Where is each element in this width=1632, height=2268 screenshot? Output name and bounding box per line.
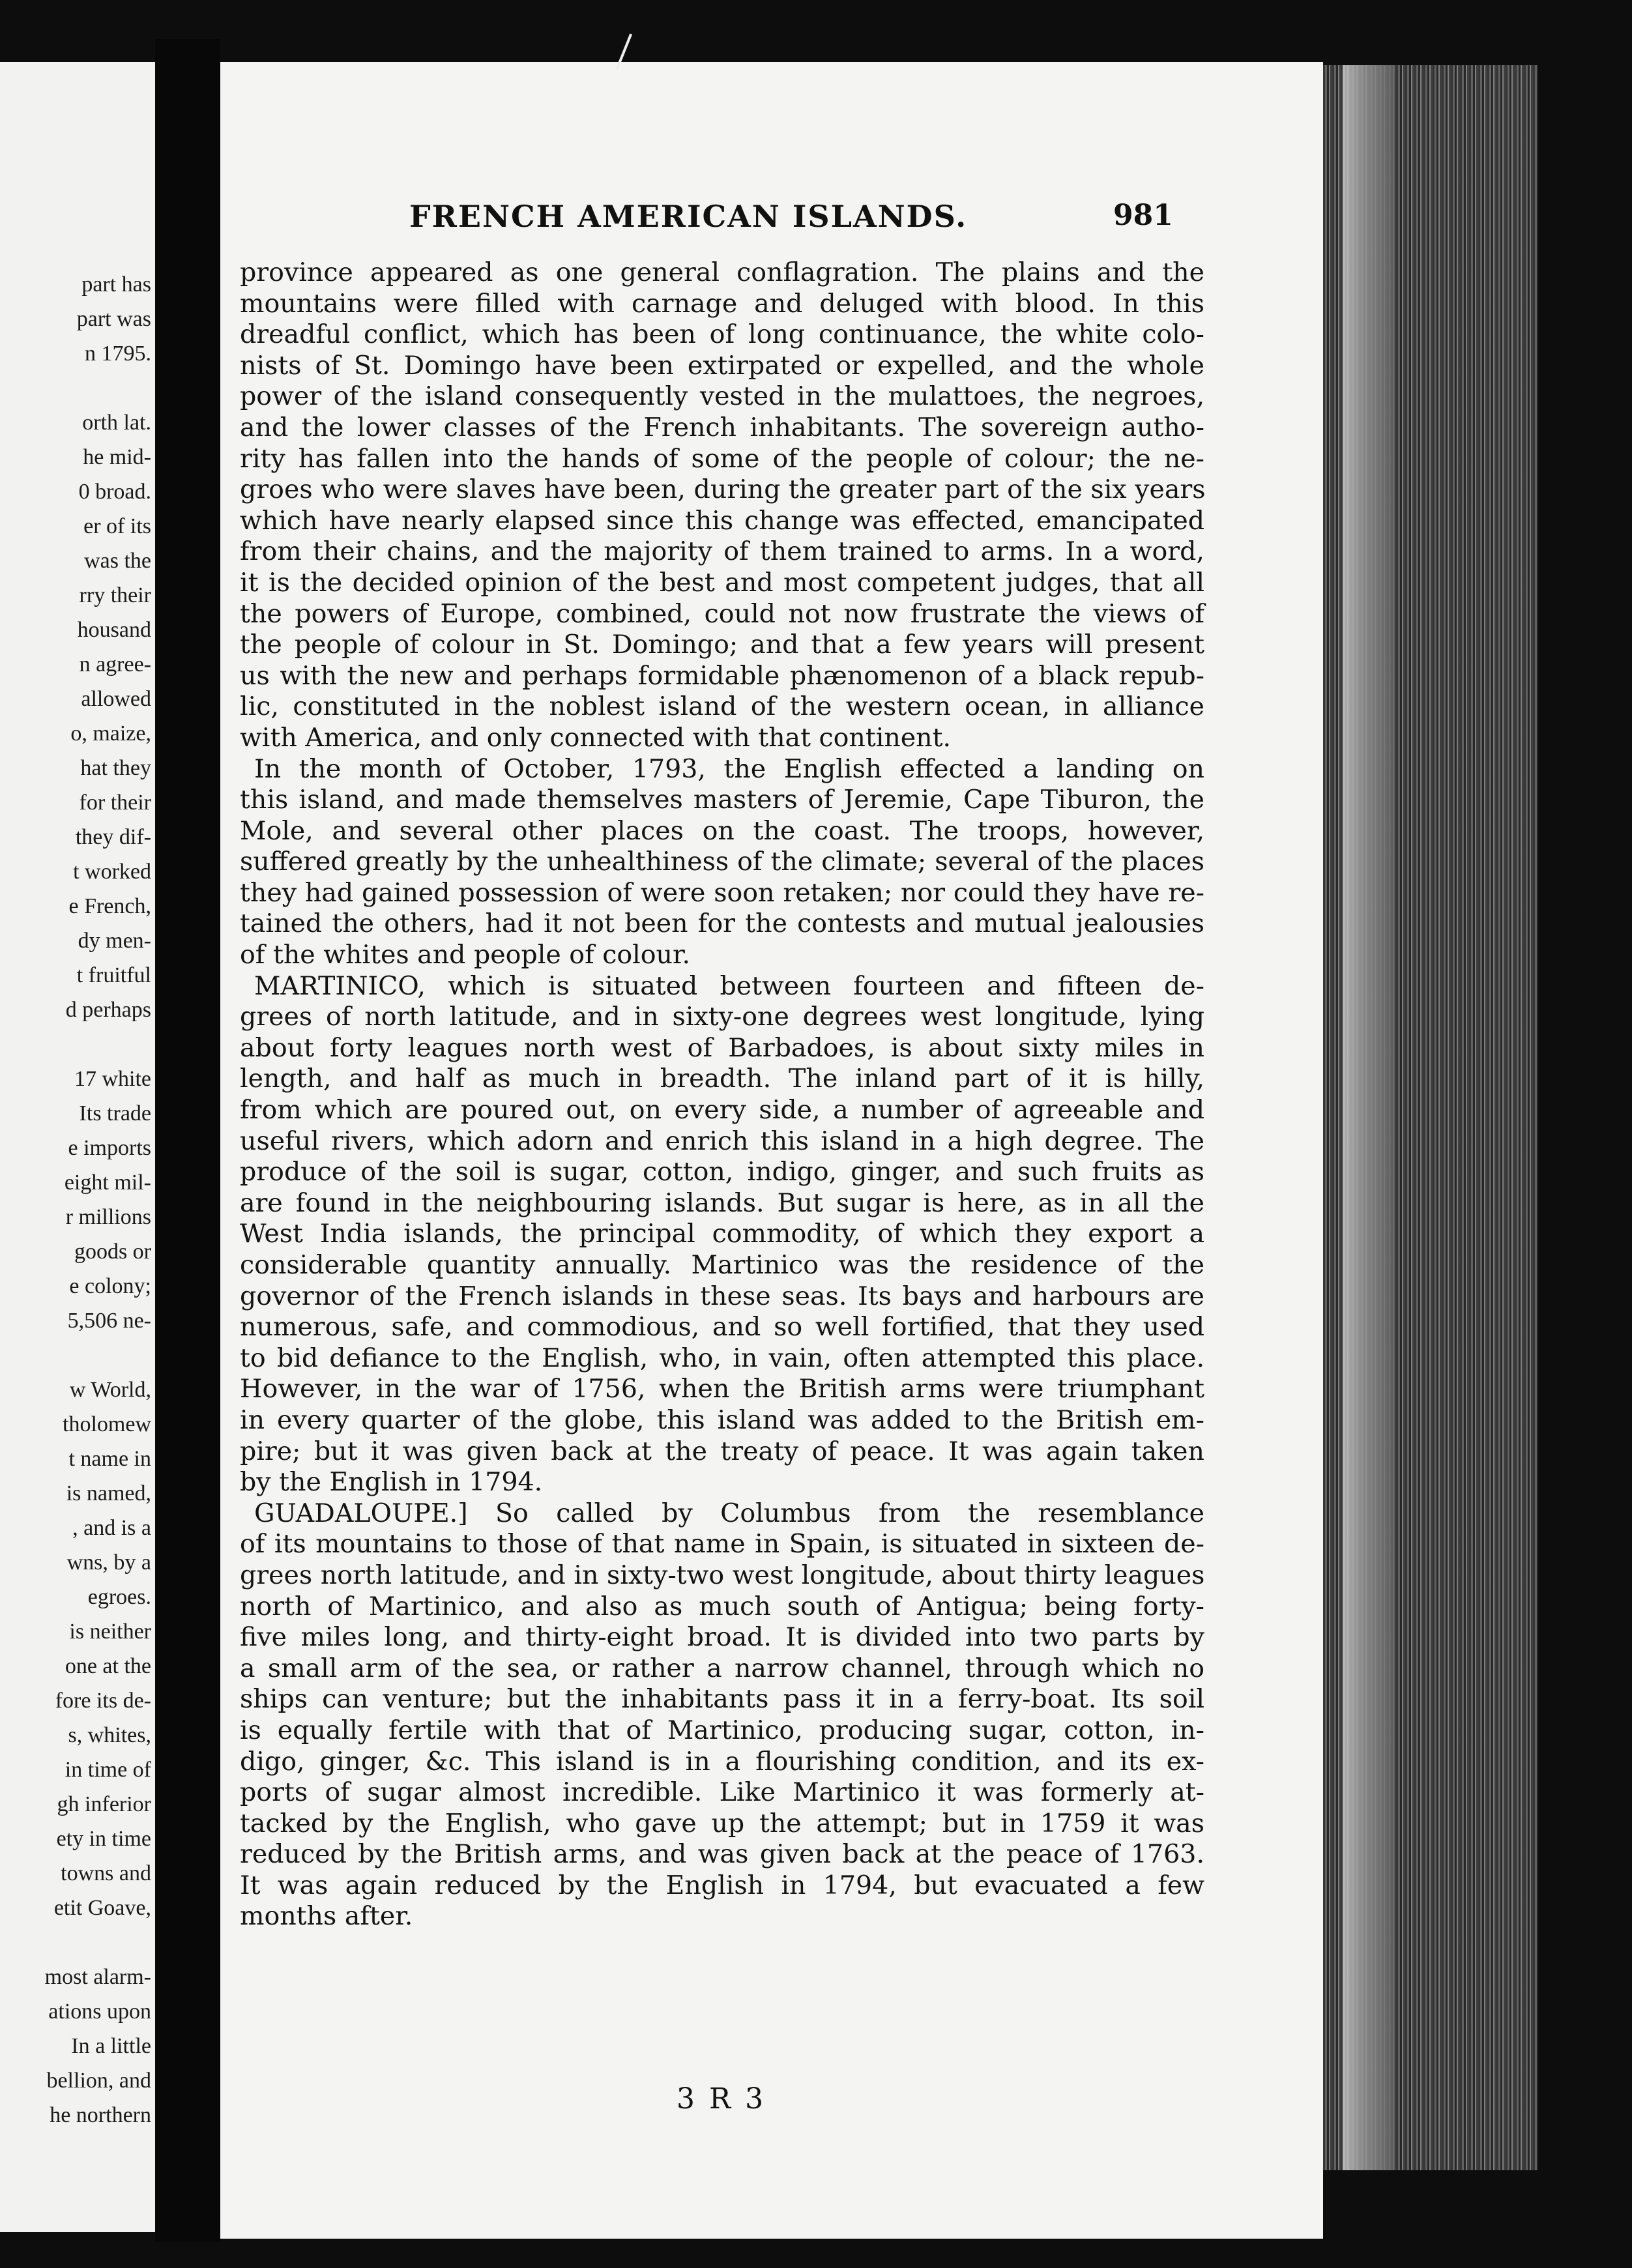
text-line: are found in the neighbouring islands. But sugar is here, as in all the — [240, 1187, 1204, 1218]
fragment-line: w World, — [69, 1378, 151, 1402]
text-line: a small arm of the sea, or rather a narrow channel, through which no — [240, 1653, 1204, 1683]
text-line: province appeared as one general conflagration. The plains and the — [240, 257, 1204, 287]
text-line: produce of the soil is sugar, cotton, indigo, ginger, and such fruits as — [240, 1157, 1204, 1187]
text-line: which have nearly elapsed since this change was effected, emancipated — [240, 505, 1204, 536]
text-line: to bid defiance to the English, who, in vain, often attempted this place. — [240, 1343, 1204, 1373]
text-line: five miles long, and thirty-eight broad. It is divided into two parts by — [240, 1622, 1204, 1653]
text-line: ships can venture; but the inhabitants pass it in a ferry-boat. Its soil — [240, 1684, 1204, 1715]
text-line: length, and half as much in breadth. The inland part of it is hilly, — [240, 1064, 1204, 1094]
text-line: rity has fallen into the hands of some of the people of colour; the ne- — [240, 443, 1204, 474]
fragment-line: is named, — [66, 1481, 151, 1505]
text-line: MARTINICO, which is situated between fourteen and fifteen de- — [254, 970, 1204, 1001]
text-line: of the whites and people of colour. — [240, 940, 691, 970]
fragment-line: o, maize, — [70, 721, 151, 746]
fragment-line: was the — [84, 549, 151, 573]
text-line: West India islands, the principal commodity, of which they export a — [240, 1219, 1204, 1249]
text-line: GUADALOUPE.] So called by Columbus from the resemblance — [254, 1498, 1204, 1528]
fragment-line: towns and — [61, 1861, 151, 1885]
fragment-line: 17 white — [74, 1067, 151, 1091]
fragment-line: they dif- — [75, 825, 151, 849]
text-line: in every quarter of the globe, this island was added to the British em- — [240, 1404, 1204, 1435]
fragment-line: goods or — [74, 1240, 151, 1264]
book-gutter — [155, 39, 220, 2242]
text-line: and the lower classes of the French inhabitants. The sovereign autho- — [240, 412, 1204, 443]
fragment-line: t worked — [73, 860, 151, 884]
text-line: Mole, and several other places on the coast. The troops, however, — [240, 815, 1204, 846]
page-number: 981 — [1113, 199, 1173, 232]
text-line: the powers of Europe, combined, could not now frustrate the views of — [240, 598, 1204, 629]
text-line: with America, and only connected with that continent. — [240, 722, 952, 753]
fragment-line: allowed — [81, 687, 151, 711]
running-head: FRENCH AMERICAN ISLANDS. — [409, 199, 968, 234]
text-line: mountains were filled with carnage and deluged with blood. In this — [240, 288, 1204, 319]
text-line: about forty leagues north west of Barbadoes, is about sixty miles in — [240, 1032, 1204, 1063]
fragment-line: n 1795. — [85, 342, 151, 366]
fragment-line: most alarm- — [44, 1965, 151, 1989]
fragment-line: s, whites, — [68, 1723, 151, 1747]
fragment-line: one at the — [65, 1654, 151, 1678]
fragment-line: 5,506 ne- — [67, 1309, 151, 1333]
text-line: grees north latitude, and in sixty-two west longitude, about thirty leagues — [240, 1560, 1205, 1590]
fragment-line: ations upon — [48, 1999, 151, 2024]
text-line: from which are poured out, on every side, a number of agreeable and — [240, 1095, 1204, 1126]
text-line: However, in the war of 1756, when the British arms were triumphant — [240, 1374, 1204, 1404]
text-line: north of Martinico, and also as much south of Antigua; being forty- — [240, 1591, 1204, 1621]
fragment-line: wns, by a — [66, 1550, 151, 1575]
fragment-line: In a little — [71, 2034, 151, 2058]
text-line: of its mountains to those of that name in Spain, is situated in sixteen de- — [240, 1529, 1204, 1560]
book-page — [220, 62, 1323, 2239]
text-line: dreadful conflict, which has been of long continuance, the white colo- — [240, 319, 1204, 350]
text-line: considerable quantity annually. Martinico was the residence of the — [240, 1250, 1204, 1280]
fragment-line: d perhaps — [65, 998, 151, 1022]
page-edge-shadow — [1343, 65, 1395, 2170]
fragment-line: is neither — [69, 1620, 151, 1644]
fragment-line: er of its — [83, 514, 151, 538]
fragment-line: egroes. — [87, 1585, 151, 1609]
fragment-line: orth lat. — [82, 411, 151, 435]
fragment-line: eight mil- — [64, 1170, 151, 1195]
fragment-line: part has — [81, 272, 151, 297]
fragment-line: fore its de- — [55, 1689, 151, 1713]
body-text — [240, 257, 1204, 1932]
fragment-line: bellion, and — [46, 2069, 151, 2093]
fragment-line: gh inferior — [57, 1792, 151, 1816]
text-line: governor of the French islands in these seas. Its bays and harbours are — [240, 1281, 1204, 1311]
fragment-line: e imports — [68, 1136, 151, 1160]
fragment-line: Its trade — [79, 1101, 151, 1126]
text-line: from their chains, and the majority of them trained to arms. In a word, — [240, 536, 1204, 567]
fragment-line: part was — [76, 307, 151, 331]
text-line: us with the new and perhaps formidable phænomenon of a black repub- — [240, 660, 1204, 691]
text-line: suffered greatly by the unhealthiness of the climate; several of the places — [240, 847, 1204, 877]
fragment-line: housand — [77, 618, 151, 642]
text-line: by the English in 1794. — [240, 1467, 543, 1498]
text-line: they had gained possession of were soon retaken; nor could they have re- — [240, 877, 1204, 908]
fragment-line: ety in time — [56, 1827, 151, 1851]
fragment-line: he northern — [50, 2103, 151, 2127]
facing-page-fragment — [0, 62, 155, 2232]
text-line: is equally fertile with that of Martinico, producing sugar, cotton, in- — [240, 1715, 1204, 1745]
text-line: the people of colour in St. Domingo; and that a few years will present — [240, 630, 1204, 660]
fragment-line: rry their — [79, 583, 151, 607]
text-line: power of the island consequently vested in the mulattoes, the negroes, — [240, 381, 1204, 412]
text-line: it is the decided opinion of the best and most competent judges, that all — [240, 567, 1204, 598]
text-line: In the month of October, 1793, the English effected a landing on — [254, 753, 1204, 784]
signature-mark: 3 R 3 — [677, 2082, 766, 2115]
fragment-line: e French, — [68, 894, 151, 918]
text-line: grees of north latitude, and in sixty-one degrees west longitude, lying — [240, 1002, 1204, 1032]
fragment-line: n agree- — [79, 652, 151, 676]
text-line: pire; but it was given back at the treaty of peace. It was again taken — [240, 1436, 1204, 1466]
fragment-line: t name in — [68, 1447, 151, 1471]
fragment-line: r millions — [65, 1205, 151, 1229]
text-line: tacked by the English, who gave up the attempt; but in 1759 it was — [240, 1808, 1204, 1839]
fragment-line: tholomew — [63, 1412, 151, 1436]
fragment-line: 0 broad. — [78, 480, 151, 504]
text-line: months after. — [240, 1901, 413, 1932]
fragment-line: in time of — [65, 1758, 151, 1782]
text-line: numerous, safe, and commodious, and so well fortified, that they used — [240, 1312, 1204, 1343]
fragment-line: hat they — [80, 756, 151, 780]
text-line: useful rivers, which adorn and enrich this island in a high degree. The — [240, 1126, 1204, 1156]
text-line: It was again reduced by the English in 1794, but evacuated a few — [240, 1870, 1204, 1900]
fragment-line: t fruitful — [76, 963, 151, 987]
fragment-line: e colony; — [69, 1274, 151, 1298]
text-line: digo, ginger, &c. This island is in a flourishing condition, and its ex- — [240, 1746, 1204, 1777]
text-line: groes who were slaves have been, during the greater part of the six years — [240, 474, 1206, 505]
fragment-line: he mid- — [83, 445, 151, 469]
text-line: ports of sugar almost incredible. Like Martinico it was formerly at- — [240, 1777, 1204, 1808]
text-line: tained the others, had it not been for the contests and mutual jealousies — [240, 909, 1204, 939]
text-line: reduced by the British arms, and was given back at the peace of 1763. — [240, 1839, 1204, 1870]
text-line: this island, and made themselves masters of Jeremie, Cape Tiburon, the — [240, 785, 1204, 815]
fragment-line: dy men- — [78, 929, 151, 953]
fragment-line: for their — [79, 791, 151, 815]
text-line: lic, constituted in the noblest island of the western ocean, in alliance — [240, 691, 1204, 722]
text-line: nists of St. Domingo have been extirpated or expelled, and the whole — [240, 350, 1204, 381]
fragment-line: , and is a — [72, 1516, 151, 1540]
fragment-line: etit Goave, — [53, 1896, 151, 1920]
page-header — [220, 199, 1323, 251]
